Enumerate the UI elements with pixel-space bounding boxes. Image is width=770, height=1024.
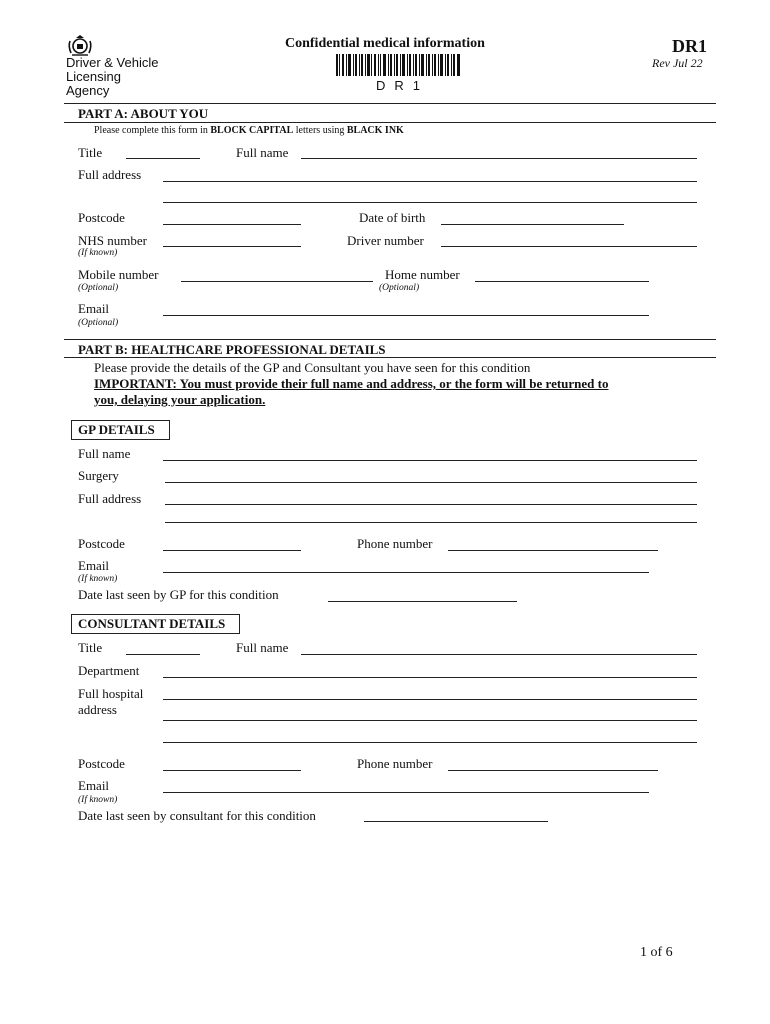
gp-address-label: Full address (78, 491, 142, 506)
gp-date-last-seen-label: Date last seen by GP for this condition (78, 587, 279, 602)
consultant-hospital-label: Full hospital address (78, 686, 144, 717)
consultant-postcode-field[interactable] (163, 770, 301, 771)
consultant-full-name-label: Full name (236, 640, 289, 655)
consultant-date-last-seen-field[interactable] (364, 821, 548, 822)
part-a-title: PART A: ABOUT YOU (78, 106, 209, 121)
gp-full-name-label: Full name (78, 446, 131, 461)
title-label: Title (78, 145, 103, 160)
gp-email-label: Email (78, 558, 110, 573)
consultant-hospital-field-3[interactable] (163, 742, 697, 743)
part-b-top-rule (64, 339, 716, 340)
postcode-field[interactable] (163, 224, 301, 225)
gp-postcode-label: Postcode (78, 536, 125, 551)
consultant-phone-field[interactable] (448, 770, 658, 771)
nhs-number-label: NHS number (78, 233, 147, 248)
address-field-1[interactable] (163, 181, 697, 182)
consultant-title-field[interactable] (126, 654, 200, 655)
consultant-date-last-seen-label: Date last seen by consultant for this condition (78, 808, 316, 823)
gp-email-field[interactable] (163, 572, 649, 573)
gp-phone-field[interactable] (448, 550, 658, 551)
dob-label: Date of birth (359, 210, 426, 225)
gp-email-note: (If known) (78, 574, 118, 584)
driver-number-field[interactable] (441, 246, 697, 247)
gp-address-field-1[interactable] (165, 504, 697, 505)
full-address-label: Full address (78, 167, 142, 182)
dob-field[interactable] (441, 224, 624, 225)
crest-logo (66, 35, 94, 57)
consultant-hospital-field-2[interactable] (163, 720, 697, 721)
gp-date-last-seen-field[interactable] (328, 601, 517, 602)
driver-number-label: Driver number (347, 233, 424, 248)
title-field[interactable] (126, 158, 200, 159)
part-a-instructions: Please complete this form in BLOCK CAPITAL letters using BLACK INK (94, 125, 404, 136)
consultant-email-label: Email (78, 778, 110, 793)
page-number: 1 of 6 (640, 945, 673, 960)
full-name-field[interactable] (301, 158, 697, 159)
barcode-text: DR1 (376, 78, 430, 93)
part-b-title: PART B: HEALTHCARE PROFESSIONAL DETAILS (78, 342, 386, 357)
consultant-title-label: Title (78, 640, 103, 655)
nhs-number-note: (If known) (78, 248, 118, 258)
email-note: (Optional) (78, 318, 119, 328)
postcode-label: Postcode (78, 210, 125, 225)
revision: Rev Jul 22 (652, 56, 703, 70)
part-a-bottom-rule (64, 122, 716, 123)
consultant-postcode-label: Postcode (78, 756, 125, 771)
part-b-important-2: you, delaying your application. (94, 392, 266, 407)
home-number-label: Home number (385, 267, 460, 282)
consultant-phone-label: Phone number (357, 756, 433, 771)
consultant-department-label: Department (78, 663, 140, 678)
nhs-number-field[interactable] (163, 246, 301, 247)
gp-details-title: GP DETAILS (71, 420, 170, 440)
part-b-important: IMPORTANT: You must provide their full name and address, or the form will be returned to (94, 376, 609, 391)
part-a-top-rule (64, 103, 716, 104)
consultant-email-field[interactable] (163, 792, 649, 793)
agency-name: Driver & Vehicle Licensing Agency (66, 55, 159, 98)
consultant-email-note: (If known) (78, 795, 118, 805)
gp-postcode-field[interactable] (163, 550, 301, 551)
mobile-number-note: (Optional) (78, 283, 119, 293)
part-b-bottom-rule (64, 357, 716, 358)
gp-surgery-label: Surgery (78, 468, 119, 483)
full-name-label: Full name (236, 145, 289, 160)
consultant-details-title: CONSULTANT DETAILS (71, 614, 240, 634)
address-field-2[interactable] (163, 202, 697, 203)
barcode (336, 54, 460, 76)
consultant-full-name-field[interactable] (301, 654, 697, 655)
form-code: DR1 (672, 36, 707, 56)
mobile-number-field[interactable] (181, 281, 373, 282)
part-b-intro: Please provide the details of the GP and Consultant you have seen for this condition (94, 360, 531, 375)
gp-full-name-field[interactable] (163, 460, 697, 461)
home-number-note: (Optional) (379, 283, 420, 293)
email-field[interactable] (163, 315, 649, 316)
gp-address-field-2[interactable] (165, 522, 697, 523)
gp-surgery-field[interactable] (165, 482, 697, 483)
home-number-field[interactable] (475, 281, 649, 282)
form-title: Confidential medical information (285, 36, 485, 51)
consultant-department-field[interactable] (163, 677, 697, 678)
gp-phone-label: Phone number (357, 536, 433, 551)
email-label: Email (78, 301, 110, 316)
consultant-hospital-field-1[interactable] (163, 699, 697, 700)
mobile-number-label: Mobile number (78, 267, 159, 282)
